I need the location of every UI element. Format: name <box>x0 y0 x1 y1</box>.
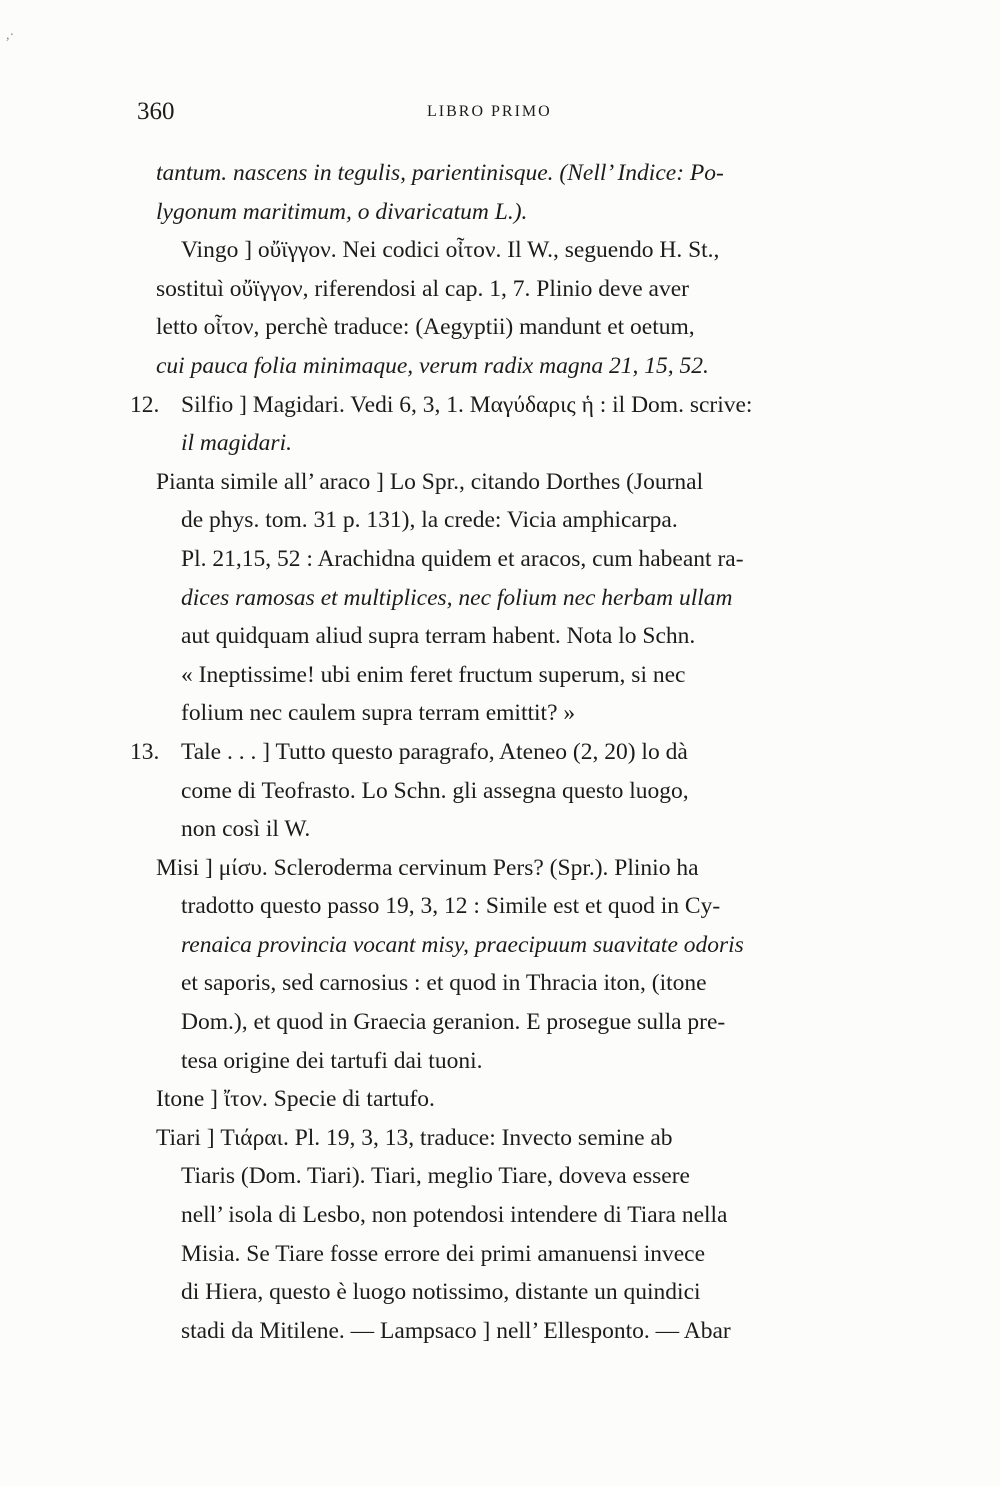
text-line: « Ineptissime! ubi enim feret fructum superum, si nec <box>181 661 686 688</box>
text-line: stadi da Mitilene. — Lampsaco ] nell’ Ellesponto. — Abar <box>181 1317 731 1344</box>
text-line: lygonum maritimum, o divaricatum L.). <box>156 198 528 225</box>
text-line: Tiari ] Τιάραι. Pl. 19, 3, 13, traduce: Invecto semine ab <box>156 1124 673 1151</box>
page-header <box>137 98 885 132</box>
text-line: Pianta simile all’ araco ] Lo Spr., citando Dorthes (Journal <box>156 468 704 495</box>
page-body <box>130 154 884 1350</box>
text-line: sostituì οὔϊγγον, riferendosi al cap. 1, 7. Plinio deve aver <box>156 275 689 302</box>
text-line: de phys. tom. 31 p. 131), la crede: Vicia amphicarpa. <box>181 507 678 534</box>
text-line: tradotto questo passo 19, 3, 12 : Simile est et quod in Cy- <box>181 893 721 920</box>
text-span: Tale . . . ] Tutto questo paragrafo, Ateneo (2, 20) lo dà <box>181 738 688 765</box>
text-line: nell’ isola di Lesbo, non potendosi intendere di Tiara nella <box>181 1202 728 1229</box>
text-line: aut quidquam aliud supra terram habent. Nota lo Schn. <box>181 623 696 650</box>
text-line: et saporis, sed carnosius : et quod in Thracia iton, (itone <box>181 970 707 997</box>
text-line: come di Teofrasto. Lo Schn. gli assegna questo luogo, <box>181 777 689 804</box>
text-line: Vingo ] οὔϊγγον. Nei codici οἶτον. Il W., seguendo H. St., <box>181 237 720 264</box>
text-line: Tiaris (Dom. Tiari). Tiari, meglio Tiare, doveva essere <box>181 1163 690 1190</box>
text-line: letto οἶτον, perchè traduce: (Aegyptii) mandunt et oetum, <box>156 314 695 341</box>
text-line: Dom.), et quod in Graecia geranion. E prosegue sulla pre- <box>181 1009 726 1036</box>
text-line: il magidari. <box>181 430 292 457</box>
text-line <box>130 386 884 425</box>
text-line: folium nec caulem supra terram emittit? » <box>181 700 576 727</box>
text-line <box>130 733 884 772</box>
page-number: 360 <box>137 98 175 125</box>
text-line: Misi ] μίσυ. Scleroderma cervinum Pers? (Spr.). Plinio ha <box>156 854 699 881</box>
running-head: LIBRO PRIMO <box>427 103 552 120</box>
text-line: tantum. nascens in tegulis, parientinisque. (Nell’ Indice: Po- <box>156 160 724 186</box>
text-line: tesa origine dei tartufi dai tuoni. <box>181 1047 483 1074</box>
text-span: Silfio ] Magidari. Vedi 6, 3, 1. Μαγύδαρις ἡ : il Dom. scrive: <box>181 391 753 418</box>
text-line: Itone ] ἴτον. Specie di tartufo. <box>156 1086 435 1113</box>
text-line: Misia. Se Tiare fosse errore dei primi amanuensi invece <box>181 1240 706 1267</box>
scan-mark: ,· <box>6 28 15 43</box>
text-line: non così il W. <box>181 816 311 843</box>
text-line: renaica provincia vocant misy, praecipuum suavitate odoris <box>181 931 744 958</box>
text-line: dices ramosas et multiplices, nec folium nec herbam ullam <box>181 584 733 611</box>
text-line: di Hiera, questo è luogo notissimo, distante un quindici <box>181 1279 701 1306</box>
text-line: Pl. 21,15, 52 : Arachidna quidem et aracos, cum habeant ra- <box>181 545 744 572</box>
section-number: 13. <box>130 738 160 765</box>
text-line: cui pauca folia minimaque, verum radix magna 21, 15, 52. <box>156 352 709 379</box>
section-number: 12. <box>130 391 160 418</box>
